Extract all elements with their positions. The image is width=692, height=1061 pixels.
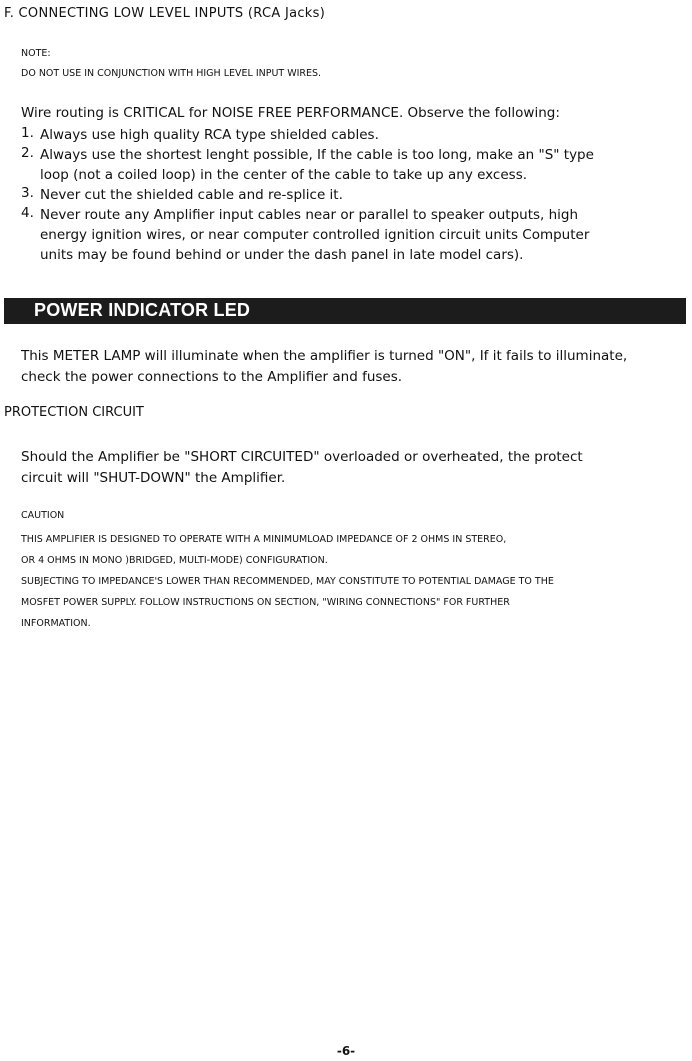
list-item	[21, 185, 691, 205]
wire-routing-intro: Wire routing is CRITICAL for NOISE FREE PERFORMANCE. Observe the following:	[21, 105, 560, 121]
protection-circuit-heading: PROTECTION CIRCUIT	[4, 405, 144, 420]
page-number: -6-	[336, 1044, 356, 1058]
power-indicator-title: POWER INDICATOR LED	[34, 300, 251, 320]
paragraph-line: check the power connections to the Amplifier and fuses.	[21, 369, 403, 385]
list-item-text: energy ignition wires, or near computer controlled ignition circuit units Computer	[40, 227, 590, 243]
protection-paragraph	[21, 447, 583, 489]
list-item-number: 1.	[21, 125, 34, 141]
power-indicator-banner	[4, 298, 686, 324]
paragraph-line: circuit will "SHUT-DOWN" the Amplifier.	[21, 470, 286, 486]
paragraph-line: Should the Amplifier be "SHORT CIRCUITED" overloaded or overheated, the protect	[21, 449, 583, 465]
caution-text	[21, 529, 554, 634]
caution-line: INFORMATION.	[21, 618, 91, 629]
list-item	[21, 205, 691, 265]
list-item-text: units may be found behind or under the dash panel in late model cars).	[40, 247, 524, 263]
list-item-number: 2.	[21, 145, 34, 161]
caution-line: SUBJECTING TO IMPEDANCE'S LOWER THAN RECOMMENDED, MAY CONSTITUTE TO POTENTIAL DAMAGE TO THE	[21, 576, 554, 587]
list-item-number: 4.	[21, 205, 34, 221]
list-item-text: Never route any Amplifier input cables near or parallel to speaker outputs, high	[40, 207, 579, 223]
list-item-text: Always use high quality RCA type shielded cables.	[40, 127, 379, 143]
list-item-text: loop (not a coiled loop) in the center of the cable to take up any excess.	[40, 167, 528, 183]
caution-line: MOSFET POWER SUPPLY. FOLLOW INSTRUCTIONS ON SECTION, "WIRING CONNECTIONS" FOR FURTHER	[21, 597, 510, 608]
wire-routing-list	[21, 125, 691, 265]
list-item-text: Never cut the shielded cable and re-splice it.	[40, 187, 343, 203]
list-item	[21, 125, 691, 145]
note-label: NOTE:	[21, 48, 51, 59]
note-text: DO NOT USE IN CONJUNCTION WITH HIGH LEVEL INPUT WIRES.	[21, 68, 322, 79]
list-item	[21, 145, 691, 185]
paragraph-line: This METER LAMP will illuminate when the amplifier is turned "ON", If it fails to illuminate,	[21, 348, 628, 364]
caution-line: OR 4 OHMS IN MONO )BRIDGED, MULTI-MODE) CONFIGURATION.	[21, 555, 328, 566]
caution-line: THIS AMPLIFIER IS DESIGNED TO OPERATE WITH A MINIMUMLOAD IMPEDANCE OF 2 OHMS IN STEREO,	[21, 534, 507, 545]
section-f-heading: F. CONNECTING LOW LEVEL INPUTS (RCA Jacks)	[4, 6, 326, 21]
list-item-number: 3.	[21, 185, 34, 201]
caution-label: CAUTION	[21, 510, 65, 521]
list-item-text: Always use the shortest lenght possible, If the cable is too long, make an "S" type	[40, 147, 594, 163]
power-led-paragraph	[21, 346, 627, 388]
